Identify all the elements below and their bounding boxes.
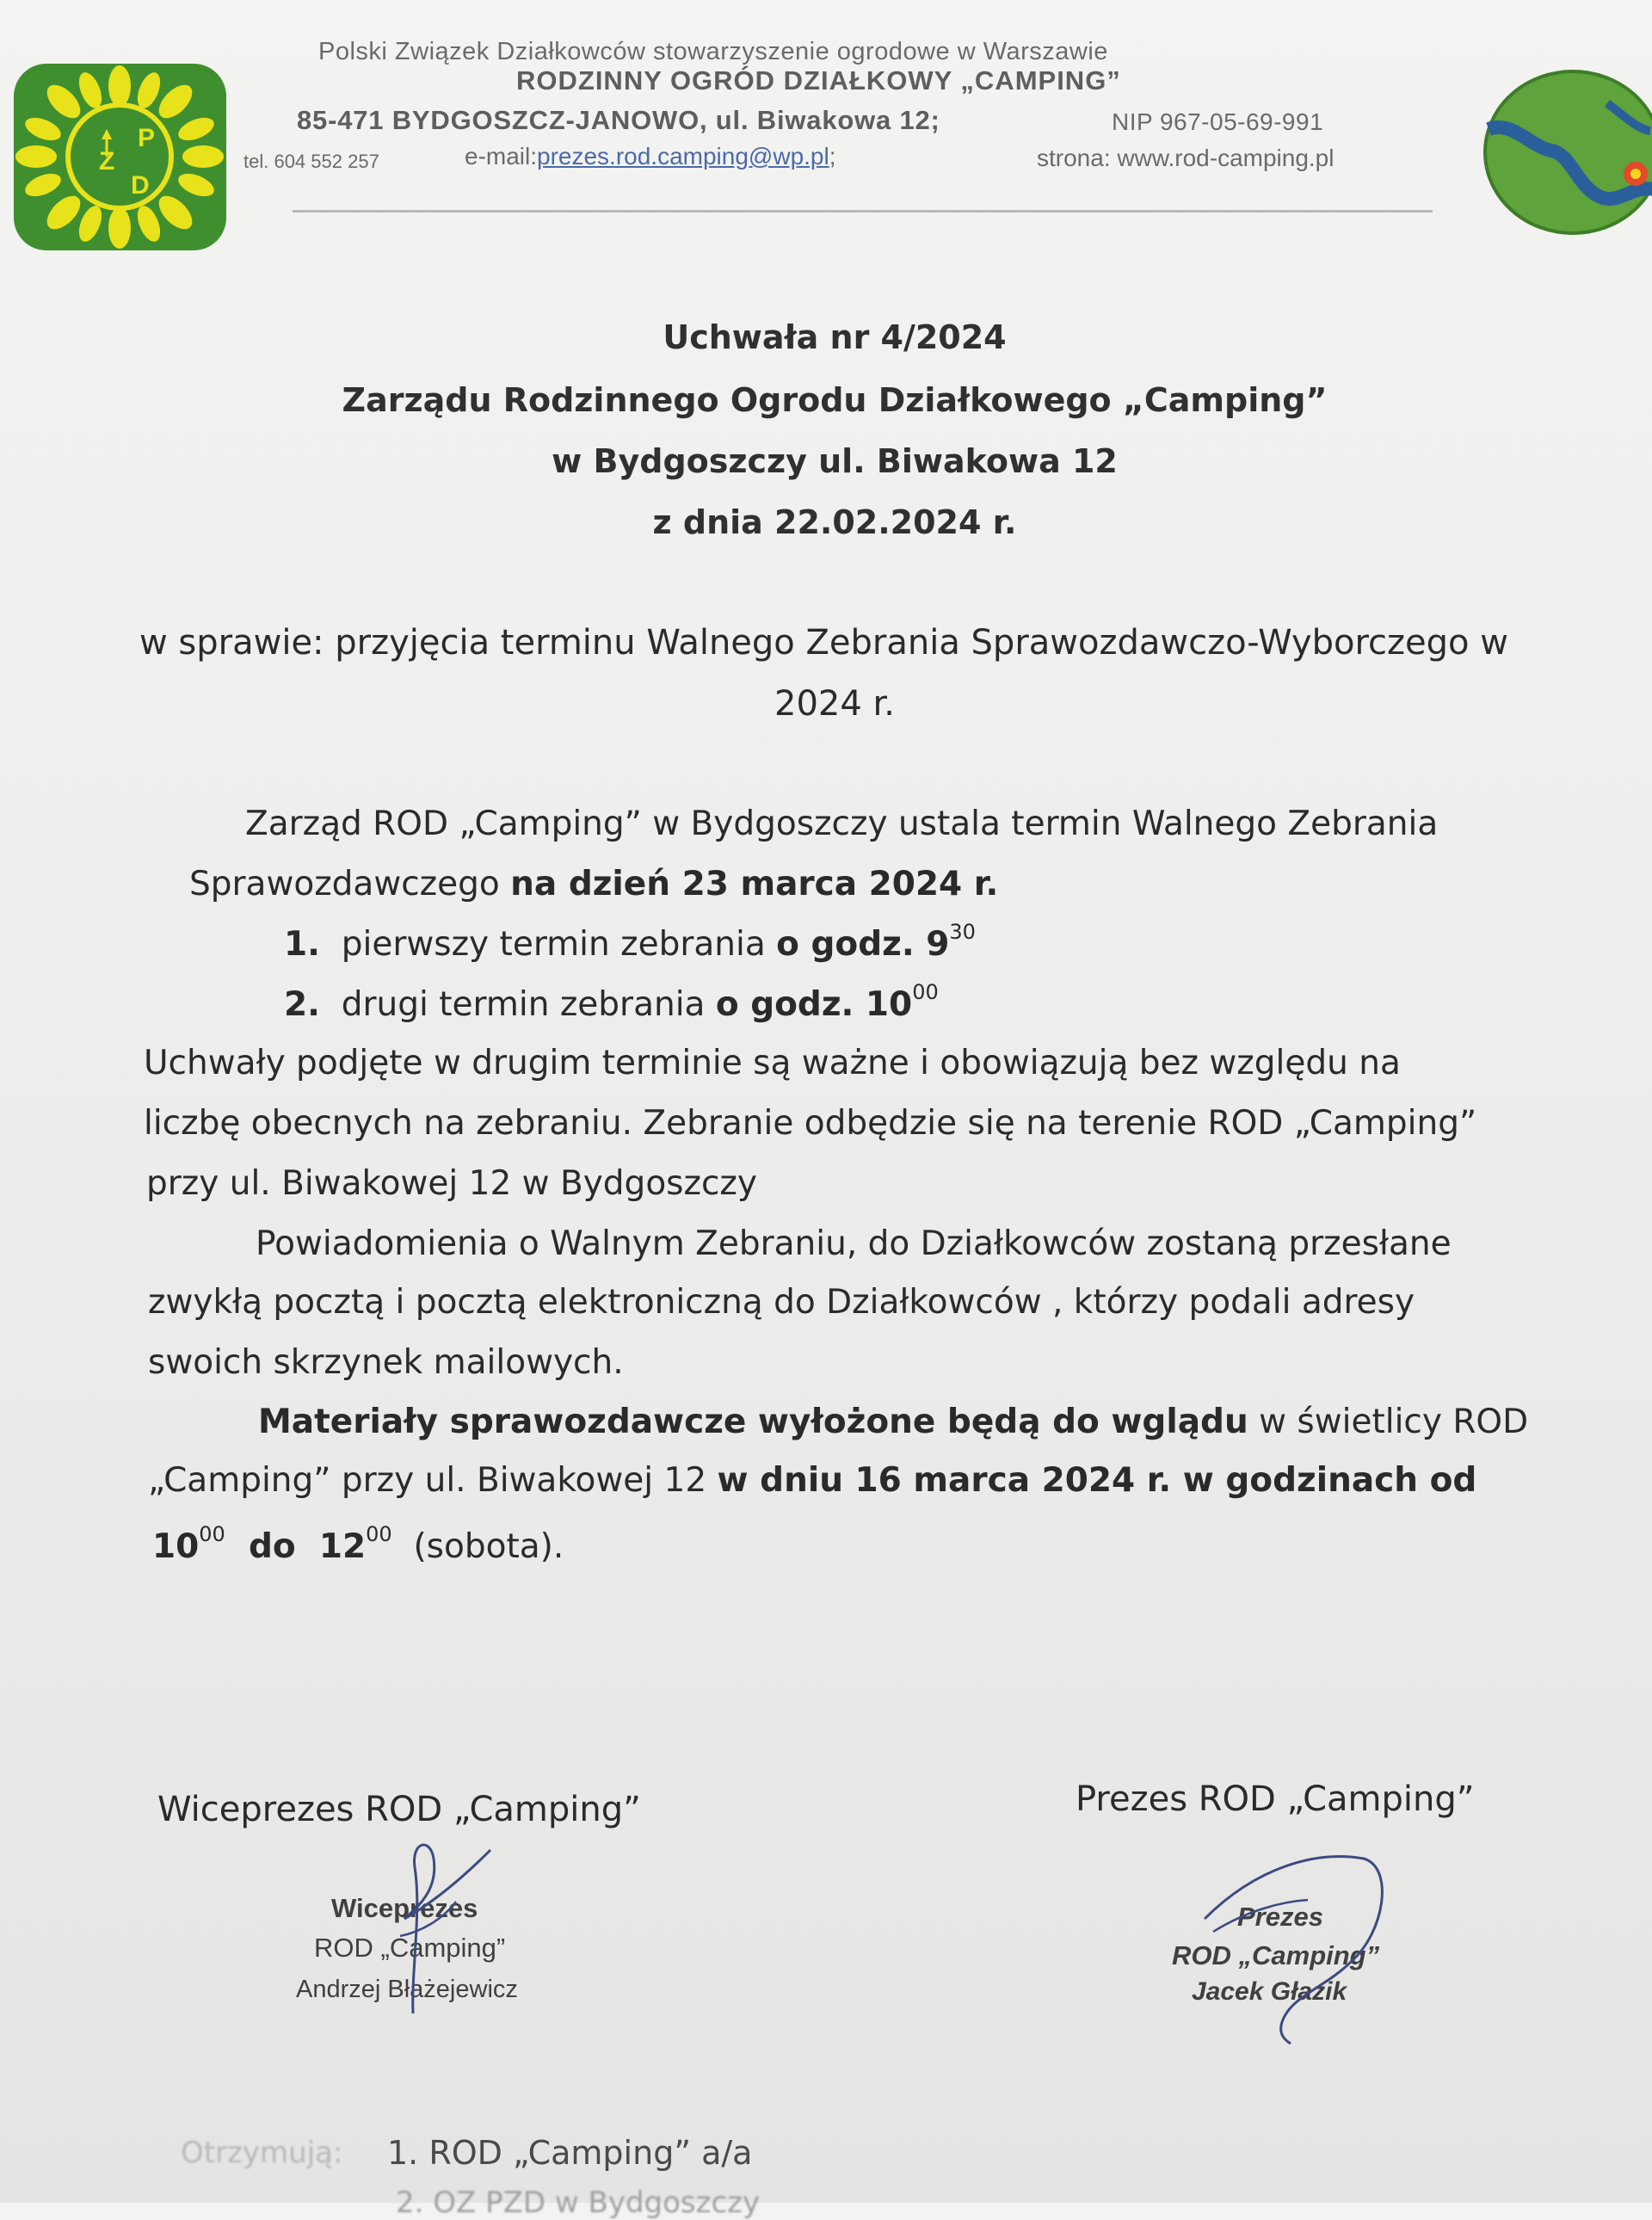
president-role: Prezes ROD „Camping” — [1076, 1779, 1475, 1819]
body-p1-line-1: Zarząd ROD „Camping” w Bydgoszczy ustala termin Walnego Zebrania — [245, 805, 1439, 843]
body-p4-line-1 — [258, 1403, 1528, 1441]
list-item-text: pierwszy termin zebrania — [341, 925, 777, 964]
rod-camping-logo — [1478, 69, 1652, 237]
president-signature — [1179, 1850, 1402, 2048]
right-stamp-org: ROD „Camping” — [1172, 1940, 1380, 1970]
body-p4-text: w świetlicy ROD — [1248, 1403, 1529, 1441]
hours-from-minutes: 00 — [199, 1522, 225, 1546]
meeting-date: na dzień 23 marca 2024 r. — [510, 865, 999, 903]
list-item-number: 1. — [284, 925, 320, 964]
letterhead-email-label: e-mail: — [465, 143, 538, 170]
body-p4-text: „Camping” przy ul. Biwakowej 12 — [148, 1461, 718, 1500]
pzd-logo-letter-p: P — [138, 124, 156, 152]
letterhead-email-link[interactable]: prezes.rod.camping@wp.pl — [537, 143, 829, 170]
body-p3-line-2: zwykłą pocztą i pocztą elektroniczną do Działkowców , którzy podali adresy — [148, 1283, 1415, 1322]
letterhead-association: Polski Związek Działkowców stowarzyszenie ogrodowe w Warszawie — [318, 38, 1108, 65]
materials-date: w dniu 16 marca 2024 r. w godzinach od — [717, 1461, 1477, 1500]
body-p4-line-2 — [148, 1461, 1476, 1500]
list-item-text: drugi termin zebrania — [341, 985, 716, 1024]
body-p4-line-3 — [152, 1522, 564, 1566]
body-p2-line-3: przy ul. Biwakowej 12 w Bydgoszczy — [146, 1164, 757, 1203]
letterhead-tel: tel. 604 552 257 — [243, 151, 379, 172]
distribution-item-2: 2. OZ PZD w Bydgoszczy — [396, 2186, 761, 2220]
pzd-logo-letter-z: Z — [99, 147, 115, 176]
vice-president-role: Wiceprezes ROD „Camping” — [157, 1790, 641, 1829]
letterhead-email-separator: ; — [829, 143, 836, 170]
hours-to: do 12 — [225, 1527, 367, 1566]
resolution-date: z dnia 22.02.2024 r. — [652, 503, 1017, 541]
day-of-week: (sobota). — [391, 1527, 564, 1566]
materials-notice: Materiały sprawozdawcze wyłożone będą do wglądu — [258, 1403, 1248, 1441]
pzd-logo-letter-d: D — [131, 171, 150, 200]
list-item — [284, 980, 939, 1024]
subject-line-1: w sprawie: przyjęcia terminu Walnego Zebrania Sprawozdawczo-Wyborczego w — [139, 623, 1508, 663]
left-stamp-name: Andrzej Błażejewicz — [296, 1976, 518, 2003]
pzd-logo — [10, 60, 230, 254]
left-stamp-title: Wiceprezes — [331, 1893, 478, 1923]
right-stamp-title: Prezes — [1237, 1902, 1323, 1932]
left-stamp-org: ROD „Camping” — [314, 1933, 506, 1963]
right-stamp-name: Jacek Głazik — [1192, 1977, 1347, 2006]
body-p1-line-2 — [189, 865, 998, 903]
distribution-label: Otrzymują: — [181, 2136, 343, 2170]
body-p2-line-1: Uchwały podjęte w drugim terminie są ważne i obowiązują bez względu na — [144, 1044, 1401, 1082]
hours-to-minutes: 00 — [366, 1522, 392, 1546]
second-term-time: o godz. 10 — [715, 985, 913, 1024]
letterhead-website: strona: www.rod-camping.pl — [1037, 145, 1335, 171]
resolution-issuer: Zarządu Rodzinnego Ogrodu Działkowego „Camping” — [342, 381, 1328, 419]
body-p3-line-3: swoich skrzynek mailowych. — [148, 1343, 624, 1382]
hours-from: 10 — [152, 1527, 200, 1566]
distribution-item-1: 1. ROD „Camping” a/a — [387, 2134, 753, 2172]
body-p1-text: Sprawozdawczego — [189, 865, 511, 903]
first-term-minutes: 30 — [949, 920, 976, 944]
letterhead-divider — [293, 210, 1433, 213]
letterhead-address: 85-471 BYDGOSZCZ-JANOWO, ul. Biwakowa 12; — [297, 105, 940, 135]
letterhead-nip: NIP 967-05-69-991 — [1112, 108, 1324, 135]
first-term-time: o godz. 9 — [776, 925, 950, 964]
second-term-minutes: 00 — [912, 980, 939, 1004]
resolution-number: Uchwała nr 4/2024 — [663, 318, 1007, 356]
vice-president-signature — [361, 1833, 508, 2022]
body-p2-line-2: liczbę obecnych na zebraniu. Zebranie odbędzie się na terenie ROD „Camping” — [144, 1104, 1477, 1143]
letterhead-garden-name: RODZINNY OGRÓD DZIAŁKOWY „CAMPING” — [516, 65, 1121, 96]
letterhead-email-row — [465, 143, 836, 170]
resolution-location: w Bydgoszczy ul. Biwakowa 12 — [552, 442, 1118, 480]
subject-line-2: 2024 r. — [774, 684, 895, 724]
body-p3-line-1: Powiadomienia o Walnym Zebraniu, do Działkowców zostaną przesłane — [256, 1224, 1452, 1263]
list-item — [284, 920, 976, 964]
list-item-number: 2. — [284, 985, 320, 1024]
